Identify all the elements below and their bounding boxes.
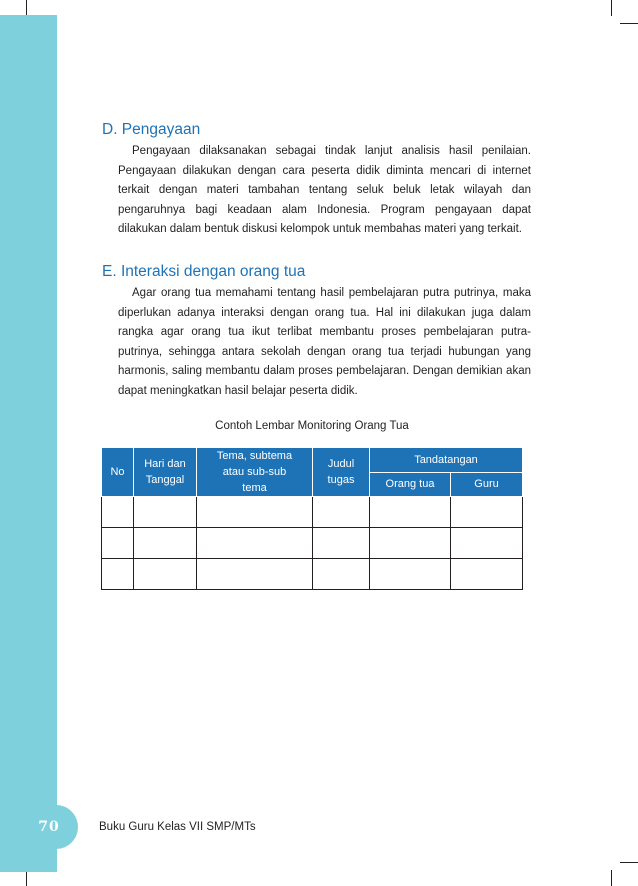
header-tandatangan: Tandatangan (370, 448, 523, 473)
header-hari-dan: Hari dan (144, 458, 186, 470)
table-cell (313, 528, 370, 559)
section-e-paragraph: Agar orang tua memahami tentang hasil pembelajaran putra putrinya, maka diperlukan adanya interaksi dengan orang tua. Hal ini dilakukan juga dalam rangka agar orang tua ikut terlibat membantu proses pembelajaran putra-putrinya, sehingga antara sekolah dengan orang tua terjadi hubungan yang harmonis, saling membantu dalam proses pembelajaran. Dengan demikian akan dapat meningkatkan hasil belajar peserta didik. (118, 287, 531, 397)
crop-mark (620, 23, 638, 24)
header-guru: Guru (451, 472, 523, 497)
crop-mark (26, 0, 27, 16)
table-cell (134, 559, 197, 590)
monitoring-table (101, 447, 523, 590)
table-cell (451, 528, 523, 559)
header-tugas: tugas (327, 474, 355, 486)
table-cell (451, 497, 523, 528)
crop-mark (611, 870, 612, 886)
table-cell (451, 559, 523, 590)
header-tema-line1: Tema, subtema (216, 450, 293, 462)
crop-mark (611, 0, 612, 16)
header-hari-tanggal (134, 448, 197, 497)
table-row (102, 497, 523, 528)
header-tema-line3: tema (242, 482, 267, 494)
page-sidebar (0, 15, 57, 872)
table-cell (102, 528, 134, 559)
table-cell (134, 528, 197, 559)
table-row (102, 559, 523, 590)
table-cell (197, 497, 313, 528)
table-cell (102, 559, 134, 590)
header-tema (197, 448, 313, 497)
header-tema-line2: atau sub-sub (222, 466, 287, 478)
table-row (102, 528, 523, 559)
section-e-heading: E. Interaksi dengan orang tua (102, 263, 306, 280)
book-title: Buku Guru Kelas VII SMP/MTs (99, 821, 256, 833)
header-judul-tugas (313, 448, 370, 497)
section-d-paragraph: Pengayaan dilaksanakan sebagai tindak lanjut analisis hasil penilaian. Pengayaan dilakukan dengan cara peserta didik diminta mencari di internet terkait dengan materi tambahan tentang seluk beluk letak wilayah dan pengaruhnya bagi keadaan alam Indonesia. Program pengayaan dapat dilakukan dalam bentuk diskusi kelompok untuk membahas materi yang terkait. (118, 145, 531, 235)
table-caption: Contoh Lembar Monitoring Orang Tua (215, 420, 409, 432)
header-tanggal: Tanggal (145, 474, 185, 486)
header-judul: Judul (327, 458, 355, 470)
table-cell (102, 497, 134, 528)
table-cell (197, 528, 313, 559)
header-no: No (102, 448, 134, 497)
table-cell (313, 497, 370, 528)
header-orang-tua: Orang tua (370, 472, 451, 497)
crop-mark (26, 870, 27, 886)
table-cell (313, 559, 370, 590)
section-d-heading: D. Pengayaan (102, 121, 201, 138)
table-cell (370, 497, 451, 528)
crop-mark (620, 862, 638, 863)
section-e-body (118, 284, 531, 401)
table-cell (197, 559, 313, 590)
table-cell (370, 559, 451, 590)
table-cell (370, 528, 451, 559)
section-d-body (118, 142, 531, 240)
page-number: 70 (20, 805, 78, 849)
table-cell (134, 497, 197, 528)
